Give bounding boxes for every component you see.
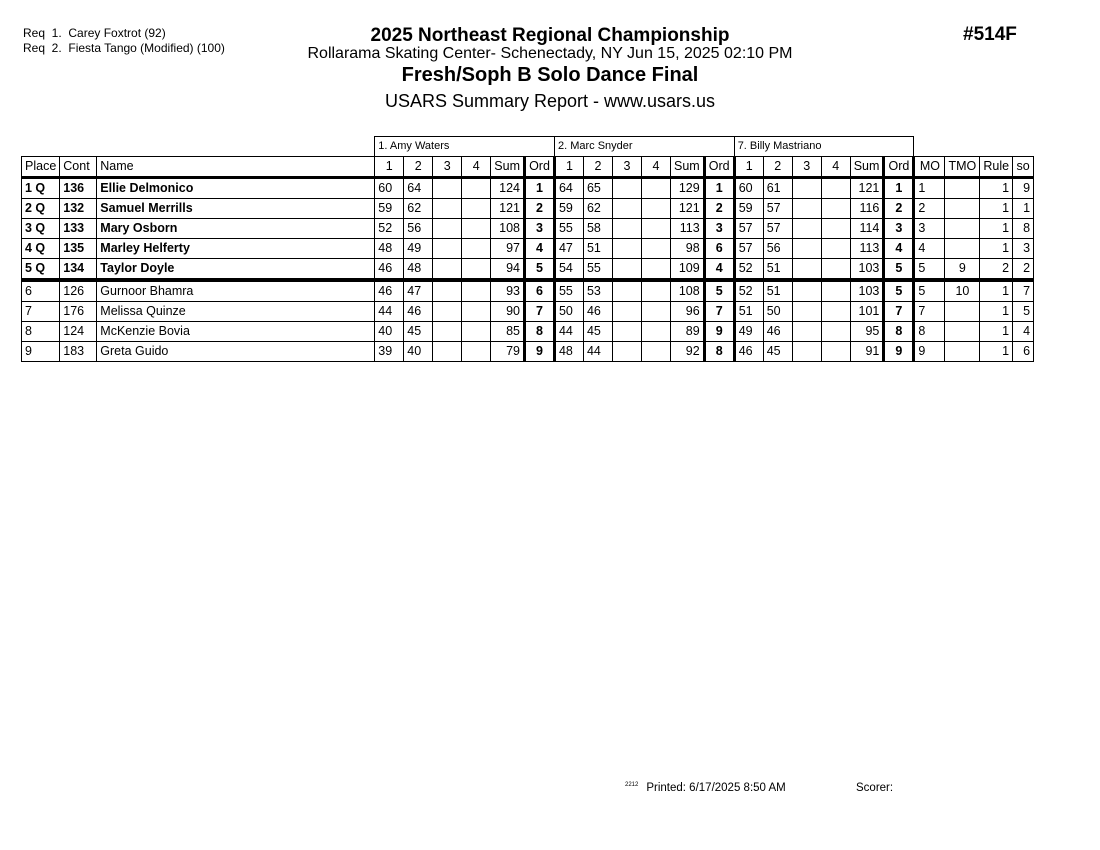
judge-1-score-3-cell	[433, 322, 462, 342]
placement-cell: 8	[22, 322, 60, 342]
judge-1-sum-cell: 97	[491, 239, 525, 259]
judge-1-score-1-cell: 44	[375, 302, 404, 322]
contestant-number-cell: 132	[60, 199, 97, 219]
col-j2-sum: Sum	[670, 157, 704, 178]
judge-3-sum-cell: 103	[850, 259, 884, 281]
judge-1-score-2-cell: 40	[404, 342, 433, 362]
print-info	[625, 782, 786, 794]
judge-3-score-4-cell	[821, 219, 850, 239]
skater-name-cell: Melissa Quinze	[97, 302, 375, 322]
judge-2-score-4-cell	[641, 239, 670, 259]
result-row	[22, 259, 1034, 281]
judge-1-ordinal-cell: 6	[524, 280, 554, 302]
judge-3-name: 7. Billy Mastriano	[734, 137, 914, 157]
judge-3-score-1-cell: 51	[734, 302, 763, 322]
judge-2-score-2-cell: 62	[583, 199, 612, 219]
rule-cell: 1	[980, 178, 1013, 199]
judge-2-score-3-cell	[612, 302, 641, 322]
judge-1-score-2-cell: 62	[404, 199, 433, 219]
judge-1-score-4-cell	[462, 342, 491, 362]
judge-3-score-3-cell	[792, 259, 821, 281]
col-j2-score1: 1	[554, 157, 583, 178]
judge-1-sum-cell: 79	[491, 342, 525, 362]
judge-3-score-4-cell	[821, 239, 850, 259]
results-table	[21, 136, 1034, 362]
judge-3-ordinal-cell: 4	[884, 239, 914, 259]
result-row	[22, 219, 1034, 239]
judge-3-score-1-cell: 57	[734, 239, 763, 259]
judge-3-sum-cell: 121	[850, 178, 884, 199]
judge-2-score-1-cell: 54	[554, 259, 583, 281]
skater-name-cell: Taylor Doyle	[97, 259, 375, 281]
majority-ordinal-cell: 1	[914, 178, 945, 199]
judge-1-score-2-cell: 64	[404, 178, 433, 199]
judge-3-score-2-cell: 51	[763, 280, 792, 302]
requirement-2: Req 2. Fiesta Tango (Modified) (100)	[23, 41, 225, 55]
judge-2-score-2-cell: 51	[583, 239, 612, 259]
judge-1-score-4-cell	[462, 199, 491, 219]
judge-3-score-2-cell: 57	[763, 199, 792, 219]
judge-3-score-1-cell: 60	[734, 178, 763, 199]
judge-2-score-1-cell: 59	[554, 199, 583, 219]
judge-2-name: 2. Marc Snyder	[554, 137, 734, 157]
judge-1-score-3-cell	[433, 178, 462, 199]
judge-3-score-1-cell: 52	[734, 280, 763, 302]
report-title: USARS Summary Report - www.usars.us	[384, 91, 716, 111]
majority-ordinal-cell: 5	[914, 280, 945, 302]
judge-2-sum-cell: 113	[670, 219, 704, 239]
judge-2-sum-cell: 108	[670, 280, 704, 302]
total-majority-ordinal-cell	[945, 239, 980, 259]
sum-ordinals-cell: 4	[1013, 322, 1034, 342]
judge-3-sum-cell: 101	[850, 302, 884, 322]
judge-1-sum-cell: 90	[491, 302, 525, 322]
judge-1-sum-cell: 85	[491, 322, 525, 342]
judge-1-score-2-cell: 48	[404, 259, 433, 281]
judge-1-ordinal-cell: 8	[524, 322, 554, 342]
judge-3-sum-cell: 103	[850, 280, 884, 302]
judge-3-ordinal-cell: 1	[884, 178, 914, 199]
total-majority-ordinal-cell	[945, 199, 980, 219]
judge-2-score-4-cell	[641, 280, 670, 302]
judge-3-ordinal-cell: 8	[884, 322, 914, 342]
judge-3-score-2-cell: 61	[763, 178, 792, 199]
placement-cell: 6	[22, 280, 60, 302]
requirement-1: Req 1. Carey Foxtrot (92)	[23, 26, 166, 40]
judge-2-sum-cell: 96	[670, 302, 704, 322]
judge-1-ordinal-cell: 7	[524, 302, 554, 322]
judge-2-score-1-cell: 55	[554, 219, 583, 239]
judge-2-score-1-cell: 64	[554, 178, 583, 199]
judge-3-score-3-cell	[792, 342, 821, 362]
placement-cell: 5 Q	[22, 259, 60, 281]
col-j2-score4: 4	[641, 157, 670, 178]
placement-cell: 7	[22, 302, 60, 322]
judge-3-score-2-cell: 51	[763, 259, 792, 281]
judge-2-score-3-cell	[612, 280, 641, 302]
judge-3-ordinal-cell: 2	[884, 199, 914, 219]
col-cont: Cont	[60, 157, 97, 178]
judge-3-score-4-cell	[821, 342, 850, 362]
judge-2-score-2-cell: 55	[583, 259, 612, 281]
judge-1-score-3-cell	[433, 199, 462, 219]
judge-2-score-4-cell	[641, 322, 670, 342]
judge-1-name: 1. Amy Waters	[375, 137, 555, 157]
judge-1-ordinal-cell: 9	[524, 342, 554, 362]
judge-2-score-2-cell: 44	[583, 342, 612, 362]
sum-ordinals-cell: 6	[1013, 342, 1034, 362]
result-row	[22, 239, 1034, 259]
col-j1-score1: 1	[375, 157, 404, 178]
column-header-row	[22, 157, 1034, 178]
result-row	[22, 322, 1034, 342]
judge-2-score-1-cell: 55	[554, 280, 583, 302]
judge-3-ordinal-cell: 5	[884, 280, 914, 302]
judge-2-score-4-cell	[641, 259, 670, 281]
judge-2-sum-cell: 109	[670, 259, 704, 281]
judge-2-score-4-cell	[641, 199, 670, 219]
sum-ordinals-cell: 2	[1013, 259, 1034, 281]
majority-ordinal-cell: 4	[914, 239, 945, 259]
judge-3-score-2-cell: 50	[763, 302, 792, 322]
judge-1-score-4-cell	[462, 302, 491, 322]
judge-2-ordinal-cell: 9	[704, 322, 734, 342]
judge-2-score-2-cell: 46	[583, 302, 612, 322]
result-row	[22, 280, 1034, 302]
col-mo: MO	[914, 157, 945, 178]
judge-1-ordinal-cell: 3	[524, 219, 554, 239]
judge-1-score-4-cell	[462, 322, 491, 342]
judge-1-score-1-cell: 60	[375, 178, 404, 199]
col-rule: Rule	[980, 157, 1013, 178]
col-j3-score2: 2	[763, 157, 792, 178]
judge-2-score-3-cell	[612, 342, 641, 362]
judge-3-score-4-cell	[821, 322, 850, 342]
placement-cell: 4 Q	[22, 239, 60, 259]
judge-2-ordinal-cell: 7	[704, 302, 734, 322]
skater-name-cell: Ellie Delmonico	[97, 178, 375, 199]
printed-timestamp: Printed: 6/17/2025 8:50 AM	[646, 782, 786, 794]
contestant-number-cell: 133	[60, 219, 97, 239]
rule-cell: 1	[980, 219, 1013, 239]
judge-3-score-2-cell: 57	[763, 219, 792, 239]
skater-name-cell: Mary Osborn	[97, 219, 375, 239]
judge-3-ordinal-cell: 5	[884, 259, 914, 281]
majority-ordinal-cell: 5	[914, 259, 945, 281]
judge-1-score-3-cell	[433, 280, 462, 302]
judge-3-sum-cell: 91	[850, 342, 884, 362]
judge-1-score-1-cell: 40	[375, 322, 404, 342]
report-code: 2212	[625, 782, 639, 788]
judge-2-score-2-cell: 65	[583, 178, 612, 199]
judge-2-ordinal-cell: 4	[704, 259, 734, 281]
judge-1-sum-cell: 124	[491, 178, 525, 199]
judge-3-score-1-cell: 49	[734, 322, 763, 342]
judge-2-ordinal-cell: 2	[704, 199, 734, 219]
judge-3-score-1-cell: 59	[734, 199, 763, 219]
event-number: #514F	[963, 24, 1017, 45]
judge-2-sum-cell: 98	[670, 239, 704, 259]
judge-2-score-4-cell	[641, 342, 670, 362]
contestant-number-cell: 136	[60, 178, 97, 199]
majority-ordinal-cell: 3	[914, 219, 945, 239]
judge-1-ordinal-cell: 4	[524, 239, 554, 259]
judge-2-ordinal-cell: 3	[704, 219, 734, 239]
judge-1-score-1-cell: 59	[375, 199, 404, 219]
judge-1-score-4-cell	[462, 219, 491, 239]
col-place: Place	[22, 157, 60, 178]
scorer-label: Scorer:	[856, 782, 894, 794]
total-majority-ordinal-cell	[945, 302, 980, 322]
majority-ordinal-cell: 2	[914, 199, 945, 219]
majority-ordinal-cell: 8	[914, 322, 945, 342]
judge-3-score-4-cell	[821, 259, 850, 281]
judge-3-sum-cell: 114	[850, 219, 884, 239]
col-j3-score4: 4	[821, 157, 850, 178]
judge-3-score-3-cell	[792, 219, 821, 239]
judge-2-score-3-cell	[612, 178, 641, 199]
col-tmo: TMO	[945, 157, 980, 178]
judge-1-score-1-cell: 52	[375, 219, 404, 239]
judge-3-ordinal-cell: 3	[884, 219, 914, 239]
placement-cell: 3 Q	[22, 219, 60, 239]
judge-3-score-3-cell	[792, 302, 821, 322]
judge-3-score-3-cell	[792, 280, 821, 302]
contestant-number-cell: 134	[60, 259, 97, 281]
judge-2-score-1-cell: 44	[554, 322, 583, 342]
judge-3-score-4-cell	[821, 178, 850, 199]
majority-ordinal-cell: 7	[914, 302, 945, 322]
col-j2-score2: 2	[583, 157, 612, 178]
judge-2-score-2-cell: 58	[583, 219, 612, 239]
skater-name-cell: McKenzie Bovia	[97, 322, 375, 342]
skater-name-cell: Greta Guido	[97, 342, 375, 362]
judge-2-score-4-cell	[641, 302, 670, 322]
judge-header-row	[22, 137, 1034, 157]
judge-1-score-3-cell	[433, 239, 462, 259]
col-j1-score2: 2	[404, 157, 433, 178]
col-j1-score4: 4	[462, 157, 491, 178]
contestant-number-cell: 126	[60, 280, 97, 302]
rule-cell: 2	[980, 259, 1013, 281]
judge-1-score-1-cell: 46	[375, 259, 404, 281]
placement-cell: 1 Q	[22, 178, 60, 199]
judge-2-score-3-cell	[612, 199, 641, 219]
judge-3-score-1-cell: 57	[734, 219, 763, 239]
col-j1-sum: Sum	[491, 157, 525, 178]
competition-title: 2025 Northeast Regional Championship	[370, 25, 730, 46]
judge-3-sum-cell: 113	[850, 239, 884, 259]
judge-2-sum-cell: 92	[670, 342, 704, 362]
judge-1-score-4-cell	[462, 239, 491, 259]
placement-cell: 9	[22, 342, 60, 362]
total-majority-ordinal-cell	[945, 342, 980, 362]
placement-cell: 2 Q	[22, 199, 60, 219]
sum-ordinals-cell: 1	[1013, 199, 1034, 219]
judge-1-score-1-cell: 48	[375, 239, 404, 259]
judge-3-score-2-cell: 56	[763, 239, 792, 259]
judge-1-sum-cell: 108	[491, 219, 525, 239]
judge-2-score-3-cell	[612, 239, 641, 259]
judge-1-score-3-cell	[433, 342, 462, 362]
judge-2-score-1-cell: 48	[554, 342, 583, 362]
col-j1-score3: 3	[433, 157, 462, 178]
judge-3-ordinal-cell: 7	[884, 302, 914, 322]
judge-1-ordinal-cell: 5	[524, 259, 554, 281]
judge-2-ordinal-cell: 6	[704, 239, 734, 259]
col-j3-score3: 3	[792, 157, 821, 178]
col-j1-ord: Ord	[524, 157, 554, 178]
col-j3-ord: Ord	[884, 157, 914, 178]
judge-2-score-4-cell	[641, 178, 670, 199]
judge-2-score-2-cell: 53	[583, 280, 612, 302]
rule-cell: 1	[980, 302, 1013, 322]
judge-1-ordinal-cell: 1	[524, 178, 554, 199]
contestant-number-cell: 135	[60, 239, 97, 259]
sum-ordinals-cell: 3	[1013, 239, 1034, 259]
rule-cell: 1	[980, 322, 1013, 342]
judge-1-score-2-cell: 49	[404, 239, 433, 259]
judge-2-score-4-cell	[641, 219, 670, 239]
judge-2-score-1-cell: 50	[554, 302, 583, 322]
judge-2-sum-cell: 129	[670, 178, 704, 199]
result-row	[22, 302, 1034, 322]
total-majority-ordinal-cell	[945, 178, 980, 199]
col-j3-sum: Sum	[850, 157, 884, 178]
judge-1-score-2-cell: 56	[404, 219, 433, 239]
judge-3-score-4-cell	[821, 199, 850, 219]
col-j2-score3: 3	[612, 157, 641, 178]
judge-1-score-3-cell	[433, 219, 462, 239]
judge-1-score-2-cell: 46	[404, 302, 433, 322]
judge-3-sum-cell: 95	[850, 322, 884, 342]
sum-ordinals-cell: 9	[1013, 178, 1034, 199]
contestant-number-cell: 176	[60, 302, 97, 322]
judge-1-ordinal-cell: 2	[524, 199, 554, 219]
col-j3-score1: 1	[734, 157, 763, 178]
judge-3-ordinal-cell: 9	[884, 342, 914, 362]
col-name: Name	[97, 157, 375, 178]
judge-2-ordinal-cell: 1	[704, 178, 734, 199]
judge-2-sum-cell: 89	[670, 322, 704, 342]
judge-1-score-1-cell: 46	[375, 280, 404, 302]
skater-name-cell: Gurnoor Bhamra	[97, 280, 375, 302]
judge-3-score-2-cell: 45	[763, 342, 792, 362]
judge-2-ordinal-cell: 5	[704, 280, 734, 302]
sum-ordinals-cell: 8	[1013, 219, 1034, 239]
judge-1-score-4-cell	[462, 178, 491, 199]
result-row	[22, 342, 1034, 362]
venue-line: Rollarama Skating Center- Schenectady, NY Jun 15, 2025 02:10 PM	[307, 45, 793, 62]
judge-2-score-3-cell	[612, 219, 641, 239]
total-majority-ordinal-cell: 9	[945, 259, 980, 281]
col-so: so	[1013, 157, 1034, 178]
judge-3-score-1-cell: 52	[734, 259, 763, 281]
judge-1-sum-cell: 93	[491, 280, 525, 302]
judge-1-score-4-cell	[462, 259, 491, 281]
judge-3-score-3-cell	[792, 239, 821, 259]
contestant-number-cell: 183	[60, 342, 97, 362]
col-j2-ord: Ord	[704, 157, 734, 178]
judge-1-score-2-cell: 45	[404, 322, 433, 342]
judge-2-ordinal-cell: 8	[704, 342, 734, 362]
judge-3-score-3-cell	[792, 322, 821, 342]
sum-ordinals-cell: 5	[1013, 302, 1034, 322]
judge-3-score-1-cell: 46	[734, 342, 763, 362]
judge-2-score-3-cell	[612, 322, 641, 342]
event-name: Fresh/Soph B Solo Dance Final	[401, 64, 699, 86]
judge-1-score-2-cell: 47	[404, 280, 433, 302]
judge-1-sum-cell: 94	[491, 259, 525, 281]
judge-1-score-4-cell	[462, 280, 491, 302]
rule-cell: 1	[980, 239, 1013, 259]
judge-1-score-1-cell: 39	[375, 342, 404, 362]
sum-ordinals-cell: 7	[1013, 280, 1034, 302]
judge-3-score-4-cell	[821, 280, 850, 302]
judge-2-score-3-cell	[612, 259, 641, 281]
total-majority-ordinal-cell	[945, 219, 980, 239]
judge-2-sum-cell: 121	[670, 199, 704, 219]
judge-3-score-3-cell	[792, 199, 821, 219]
judge-3-score-4-cell	[821, 302, 850, 322]
judge-2-score-1-cell: 47	[554, 239, 583, 259]
judge-1-sum-cell: 121	[491, 199, 525, 219]
total-majority-ordinal-cell: 10	[945, 280, 980, 302]
skater-name-cell: Samuel Merrills	[97, 199, 375, 219]
majority-ordinal-cell: 9	[914, 342, 945, 362]
judge-3-score-3-cell	[792, 178, 821, 199]
rule-cell: 1	[980, 280, 1013, 302]
result-row	[22, 199, 1034, 219]
result-row	[22, 178, 1034, 199]
rule-cell: 1	[980, 342, 1013, 362]
judge-3-sum-cell: 116	[850, 199, 884, 219]
judge-2-score-2-cell: 45	[583, 322, 612, 342]
total-majority-ordinal-cell	[945, 322, 980, 342]
judge-1-score-3-cell	[433, 259, 462, 281]
rule-cell: 1	[980, 199, 1013, 219]
judge-3-score-2-cell: 46	[763, 322, 792, 342]
judge-1-score-3-cell	[433, 302, 462, 322]
contestant-number-cell: 124	[60, 322, 97, 342]
skater-name-cell: Marley Helferty	[97, 239, 375, 259]
